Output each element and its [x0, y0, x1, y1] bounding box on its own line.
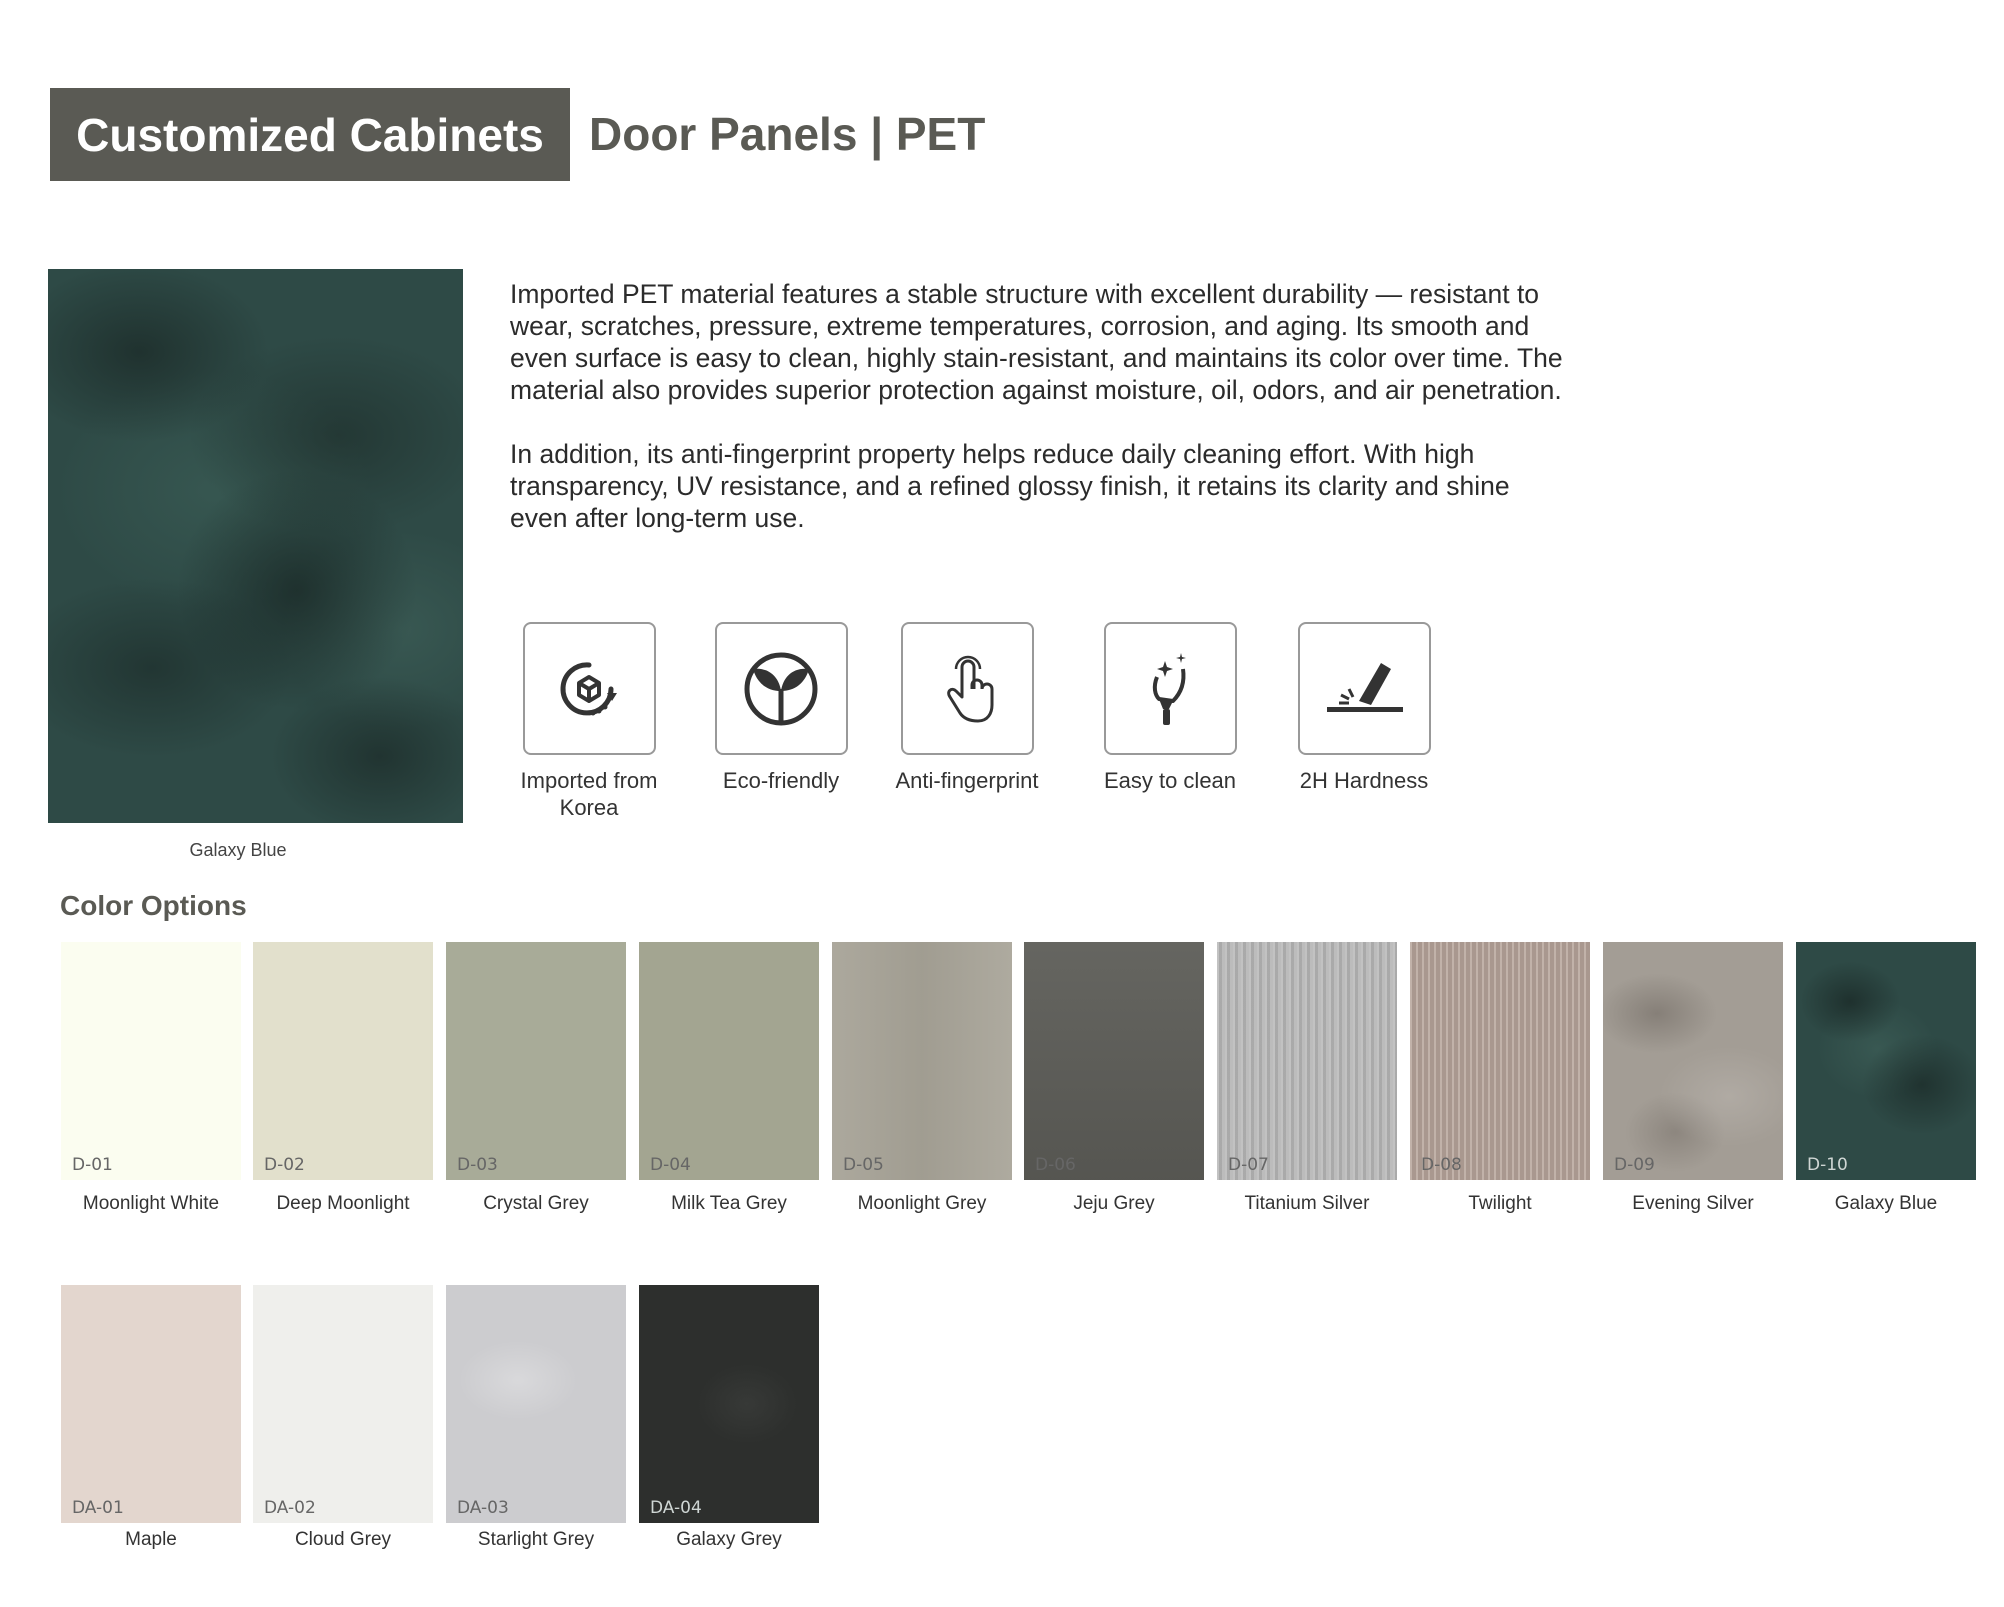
feature-label: Eco-friendly: [722, 768, 840, 793]
color-swatch: [1410, 942, 1590, 1180]
swatch-code: D-04: [650, 1155, 691, 1175]
swatch-code: DA-03: [457, 1498, 509, 1518]
swatch-code: D-08: [1421, 1155, 1462, 1175]
swatch-name: Crystal Grey: [483, 1193, 589, 1214]
feature-label: Easy to clean: [1103, 768, 1237, 793]
feature-hardness: [1284, 622, 1444, 794]
swatch-name: Starlight Grey: [477, 1529, 595, 1550]
color-swatch: [1217, 942, 1397, 1180]
hero-sample-image: [48, 269, 463, 823]
swatch-code: DA-01: [72, 1498, 124, 1518]
color-swatch: [639, 1285, 819, 1523]
swatch-name: Evening Silver: [1632, 1193, 1754, 1214]
color-swatch: [832, 942, 1012, 1180]
swatch-code: DA-04: [650, 1498, 702, 1518]
header-badge: [50, 88, 570, 181]
feature-easy-clean: [1090, 622, 1250, 794]
feature-anti-fingerprint: [887, 622, 1047, 794]
brush-sparkle-icon: [1104, 622, 1237, 755]
swatch-name: Twilight: [1468, 1193, 1532, 1214]
color-swatch: [1603, 942, 1783, 1180]
description-paragraph-2: In addition, its anti-fingerprint property helps reduce daily cleaning effort. With high transparency, UV resistance, and a refined glossy finish, it retains its clarity and shine even after long-term use.: [510, 439, 1510, 533]
swatch-code: D-01: [72, 1155, 113, 1175]
swatch-name: Cloud Grey: [294, 1529, 392, 1550]
swatch-name: Maple: [125, 1529, 177, 1550]
color-swatch: [61, 1285, 241, 1523]
swatch-name: Milk Tea Grey: [671, 1193, 787, 1214]
feature-label: Imported from Korea: [520, 768, 658, 820]
swatch-code: D-06: [1035, 1155, 1076, 1175]
color-swatch: [253, 1285, 433, 1523]
finger-tap-icon: [901, 622, 1034, 755]
header-badge-text: Customized Cabinets: [76, 108, 544, 161]
swatch-code: D-02: [264, 1155, 305, 1175]
swatch-code: D-05: [843, 1155, 884, 1175]
color-swatch: [253, 942, 433, 1180]
color-swatch: [446, 1285, 626, 1523]
description: [510, 278, 1570, 566]
feature-imported: [509, 622, 669, 821]
leaf-sprout-icon: [715, 622, 848, 755]
page-title: Door Panels | PET: [589, 108, 986, 160]
swatch-code: D-10: [1807, 1155, 1848, 1175]
swatch-code: D-03: [457, 1155, 498, 1175]
color-swatch: [639, 942, 819, 1180]
blade-scratch-icon: [1298, 622, 1431, 755]
color-swatch: [61, 942, 241, 1180]
swatch-name: Titanium Silver: [1244, 1193, 1370, 1214]
feature-label: Anti-fingerprint: [895, 768, 1039, 793]
color-swatch: [1796, 942, 1976, 1180]
swatch-code: DA-02: [264, 1498, 316, 1518]
color-swatch: [446, 942, 626, 1180]
swatch-name: Deep Moonlight: [276, 1193, 410, 1214]
swatch-name: Moonlight White: [82, 1193, 220, 1214]
swatch-code: D-07: [1228, 1155, 1269, 1175]
color-swatch: [1024, 942, 1204, 1180]
color-options-title: Color Options: [60, 890, 247, 921]
description-paragraph-1: Imported PET material features a stable structure with excellent durability — resistant to wear, scratches, pressure, extreme temperatures, corrosion, and aging. Its smooth and even surface is easy to clean, highly stain-resistant, and maintains its color over time. The material also provides superior protection against moisture, oil, odors, and air penetration.: [510, 279, 1563, 405]
swatch-name: Moonlight Grey: [857, 1193, 987, 1214]
hero-caption: Galaxy Blue: [189, 840, 287, 860]
feature-eco: [701, 622, 861, 794]
feature-label: 2H Hardness: [1299, 768, 1429, 793]
swatch-name: Galaxy Grey: [676, 1529, 782, 1550]
rotate-box-icon: [523, 622, 656, 755]
swatch-code: D-09: [1614, 1155, 1655, 1175]
swatch-name: Jeju Grey: [1073, 1193, 1155, 1214]
swatch-name: Galaxy Blue: [1834, 1193, 1938, 1214]
